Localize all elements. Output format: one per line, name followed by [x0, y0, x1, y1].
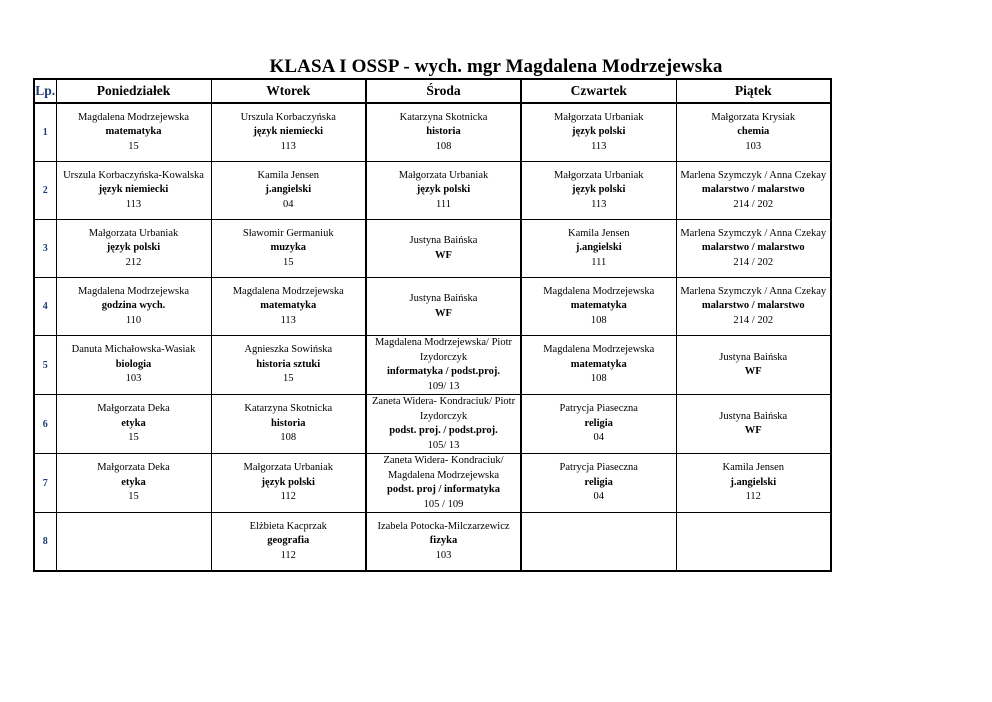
- lesson-teacher: Justyna Baińska: [409, 235, 478, 246]
- lesson-teacher: Małgorzata Krysiak: [711, 111, 796, 123]
- lesson-teacher: Magdalena Modrzejewska: [77, 285, 190, 297]
- table-row: [34, 336, 831, 395]
- day-header-friday: Piątek: [676, 79, 831, 103]
- lesson-room: 105 / 109: [423, 498, 464, 510]
- lesson-teacher: Magdalena Modrzejewska: [543, 285, 655, 297]
- table-row: [34, 162, 831, 220]
- lesson-cell-monday: [56, 454, 211, 513]
- lesson-teacher: Kamila Jensen: [257, 169, 320, 181]
- lesson-cell-thursday: [521, 103, 676, 162]
- lesson-room: 110: [125, 314, 142, 326]
- lesson-subject: historia: [426, 126, 461, 138]
- table-row: [34, 395, 831, 454]
- lesson-subject: matematyka: [570, 300, 627, 312]
- lesson-room: 15: [283, 373, 294, 385]
- lesson-subject: muzyka: [270, 242, 307, 254]
- lesson-cell-thursday: [521, 278, 676, 336]
- table-row: [34, 103, 831, 162]
- lesson-number: 2: [34, 162, 56, 220]
- day-header-thursday: Czwartek: [521, 79, 676, 103]
- lesson-cell-tuesday: [211, 513, 366, 572]
- lesson-subject: chemia: [737, 126, 770, 138]
- lesson-teacher: Izabela Potocka-Milczarzewicz: [377, 520, 510, 532]
- lesson-teacher: Katarzyna Skotnicka: [244, 403, 333, 415]
- lesson-subject: język polski: [261, 476, 315, 488]
- header-row: [34, 79, 831, 103]
- lesson-subject: podst. proj. / podst.proj.: [389, 425, 498, 436]
- lesson-room: 112: [280, 491, 296, 503]
- lesson-teacher: Małgorzata Deka: [97, 403, 170, 415]
- lesson-cell-thursday: [521, 336, 676, 395]
- lesson-room: 214 / 202: [733, 198, 774, 210]
- lesson-teacher: Małgorzata Urbaniak: [243, 462, 333, 474]
- lesson-teacher: Kamila Jensen: [722, 462, 785, 474]
- lesson-cell-friday: [676, 162, 831, 220]
- lesson-teacher: Agnieszka Sowińska: [244, 344, 333, 356]
- lesson-subject: etyka: [121, 417, 146, 429]
- lesson-teacher: Urszula Korbaczyńska-Kowalska: [63, 169, 204, 181]
- lesson-room: 108: [280, 432, 297, 444]
- lesson-subject: j.angielski: [730, 476, 777, 488]
- lesson-room: 15: [128, 432, 139, 444]
- lesson-room: 103: [435, 549, 452, 561]
- lesson-cell-friday: [676, 513, 831, 572]
- lesson-cell-tuesday: [211, 220, 366, 278]
- lesson-subject: religia: [584, 417, 613, 429]
- lesson-subject: historia sztuki: [256, 358, 321, 370]
- lesson-subject: fizyka: [429, 535, 458, 547]
- lesson-room: 15: [283, 256, 294, 268]
- lesson-cell-tuesday: [211, 162, 366, 220]
- lesson-subject: WF: [435, 249, 452, 261]
- lesson-room: 108: [590, 314, 607, 326]
- lesson-teacher: Justyna Baińska: [719, 410, 788, 422]
- lesson-subject: etyka: [121, 476, 146, 488]
- lesson-teacher: Justyna Baińska: [409, 293, 478, 304]
- lesson-cell-monday: [56, 278, 211, 336]
- lesson-subject: podst. proj / informatyka: [387, 484, 500, 495]
- table-row: [34, 454, 831, 513]
- lesson-cell-monday: [56, 336, 211, 395]
- lesson-subject: religia: [584, 476, 613, 488]
- lesson-teacher: Zaneta Widera- Kondraciuk/ Magdalena Modrzejewska: [383, 455, 504, 481]
- lesson-room: 214 / 202: [733, 314, 774, 326]
- timetable: [33, 78, 832, 572]
- lesson-subject: język polski: [416, 184, 471, 196]
- lesson-subject: matematyka: [260, 300, 317, 312]
- lesson-room: 113: [591, 140, 607, 152]
- lesson-teacher: Kamila Jensen: [567, 227, 630, 239]
- lesson-room: 214 / 202: [733, 256, 774, 268]
- lesson-subject: język polski: [106, 242, 161, 254]
- lesson-cell-tuesday: [211, 103, 366, 162]
- lesson-teacher: Elżbieta Kacprzak: [249, 520, 327, 532]
- lesson-room: 108: [435, 140, 452, 152]
- lesson-teacher: Katarzyna Skotnicka: [399, 111, 488, 123]
- lesson-cell-thursday: [521, 395, 676, 454]
- lesson-cell-monday: [56, 395, 211, 454]
- lesson-number: 4: [34, 278, 56, 336]
- lesson-cell-monday: [56, 513, 211, 572]
- lesson-subject: j.angielski: [575, 242, 622, 254]
- lesson-subject: j.angielski: [265, 184, 312, 196]
- lesson-room: 112: [745, 491, 761, 503]
- lesson-cell-friday: [676, 278, 831, 336]
- lesson-room: 113: [591, 198, 607, 210]
- lesson-subject: język niemiecki: [98, 184, 169, 196]
- lesson-teacher: Zaneta Widera- Kondraciuk/ Piotr Izydorczyk: [371, 396, 516, 422]
- lesson-cell-friday: [676, 220, 831, 278]
- lesson-cell-tuesday: [211, 454, 366, 513]
- lesson-subject: matematyka: [570, 358, 627, 370]
- lesson-subject: język polski: [572, 184, 626, 196]
- lesson-cell-tuesday: [211, 336, 366, 395]
- lesson-subject: WF: [435, 307, 452, 319]
- day-header-wednesday: Środa: [366, 79, 521, 103]
- lp-header: Lp.: [34, 79, 56, 103]
- lesson-subject: WF: [744, 366, 762, 377]
- lesson-room: 109/ 13: [427, 380, 460, 392]
- lesson-cell-wednesday: [366, 103, 521, 162]
- table-row: [34, 278, 831, 336]
- day-header-monday: Poniedziałek: [56, 79, 211, 103]
- lesson-number: 5: [34, 336, 56, 395]
- lesson-room: 105/ 13: [427, 439, 460, 451]
- lesson-cell-wednesday: [366, 162, 521, 220]
- lesson-subject: informatyka / podst.proj.: [387, 366, 500, 377]
- lesson-cell-friday: [676, 454, 831, 513]
- day-header-tuesday: Wtorek: [211, 79, 366, 103]
- lesson-room: 04: [283, 198, 294, 210]
- lesson-cell-wednesday: [366, 454, 521, 513]
- lesson-number: 1: [34, 103, 56, 162]
- lesson-subject: malarstwo / malarstwo: [701, 184, 805, 196]
- lesson-cell-monday: [56, 162, 211, 220]
- lesson-number: 6: [34, 395, 56, 454]
- lesson-room: 103: [125, 373, 142, 385]
- lesson-teacher: Małgorzata Urbaniak: [553, 111, 644, 123]
- lesson-cell-thursday: [521, 162, 676, 220]
- lesson-teacher: Małgorzata Deka: [97, 462, 170, 474]
- lesson-teacher: Magdalena Modrzejewska: [77, 111, 190, 123]
- lesson-teacher: Magdalena Modrzejewska/ Piotr Izydorczyk: [374, 337, 513, 363]
- lesson-cell-wednesday: [366, 220, 521, 278]
- table-row: [34, 220, 831, 278]
- lesson-room: 113: [280, 314, 296, 326]
- lesson-cell-thursday: [521, 513, 676, 572]
- lesson-room: 108: [590, 373, 607, 385]
- lesson-teacher: Justyna Baińska: [719, 351, 788, 363]
- lesson-room: 113: [125, 198, 142, 210]
- lesson-number: 3: [34, 220, 56, 278]
- lesson-cell-friday: [676, 395, 831, 454]
- lesson-room: 04: [593, 491, 604, 503]
- lesson-room: 15: [128, 491, 139, 503]
- lesson-room: 103: [745, 140, 762, 152]
- lesson-cell-thursday: [521, 454, 676, 513]
- lesson-subject: malarstwo / malarstwo: [701, 242, 805, 254]
- lesson-teacher: Magdalena Modrzejewska: [543, 344, 655, 356]
- lesson-room: 112: [280, 549, 296, 561]
- lesson-room: 113: [280, 140, 296, 152]
- lesson-room: 111: [436, 198, 451, 210]
- table-row: [34, 513, 831, 572]
- lesson-cell-monday: [56, 103, 211, 162]
- lesson-teacher: Patrycja Piaseczna: [559, 462, 638, 474]
- lesson-room: 15: [128, 140, 139, 152]
- lesson-subject: geografia: [267, 535, 310, 547]
- lesson-teacher: Marlena Szymczyk / Anna Czekay: [680, 285, 827, 297]
- lesson-cell-thursday: [521, 220, 676, 278]
- lesson-room: 212: [125, 256, 142, 268]
- lesson-cell-wednesday: [366, 395, 521, 454]
- lesson-subject: język niemiecki: [253, 126, 324, 138]
- lesson-cell-tuesday: [211, 278, 366, 336]
- lesson-number: 7: [34, 454, 56, 513]
- lesson-subject: historia: [271, 417, 306, 429]
- lesson-subject: malarstwo / malarstwo: [701, 300, 805, 312]
- lesson-teacher: Danuta Michałowska-Wasiak: [71, 344, 196, 356]
- lesson-teacher: Małgorzata Urbaniak: [88, 227, 179, 239]
- lesson-cell-friday: [676, 103, 831, 162]
- lesson-cell-friday: [676, 336, 831, 395]
- page-title: KLASA I OSSP - wych. mgr Magdalena Modrzejewska: [269, 56, 723, 77]
- lesson-room: 04: [593, 432, 604, 444]
- lesson-subject: godzina wych.: [101, 300, 166, 312]
- lesson-room: 111: [591, 256, 607, 268]
- lesson-teacher: Magdalena Modrzejewska: [232, 285, 344, 297]
- lesson-cell-wednesday: [366, 278, 521, 336]
- lesson-subject: biologia: [115, 358, 152, 370]
- lesson-teacher: Patrycja Piaseczna: [559, 403, 638, 415]
- lesson-subject: WF: [744, 425, 762, 436]
- lesson-cell-monday: [56, 220, 211, 278]
- lesson-cell-wednesday: [366, 513, 521, 572]
- lesson-teacher: Urszula Korbaczyńska: [240, 111, 336, 123]
- lesson-teacher: Małgorzata Urbaniak: [398, 169, 489, 181]
- lesson-cell-tuesday: [211, 395, 366, 454]
- lesson-teacher: Marlena Szymczyk / Anna Czekay: [680, 227, 827, 239]
- lesson-teacher: Sławomir Germaniuk: [242, 227, 334, 239]
- lesson-teacher: Małgorzata Urbaniak: [553, 169, 644, 181]
- lesson-teacher: Marlena Szymczyk / Anna Czekay: [680, 169, 827, 181]
- lesson-subject: język polski: [572, 126, 626, 138]
- lesson-number: 8: [34, 513, 56, 572]
- lesson-cell-wednesday: [366, 336, 521, 395]
- lesson-subject: matematyka: [105, 126, 162, 138]
